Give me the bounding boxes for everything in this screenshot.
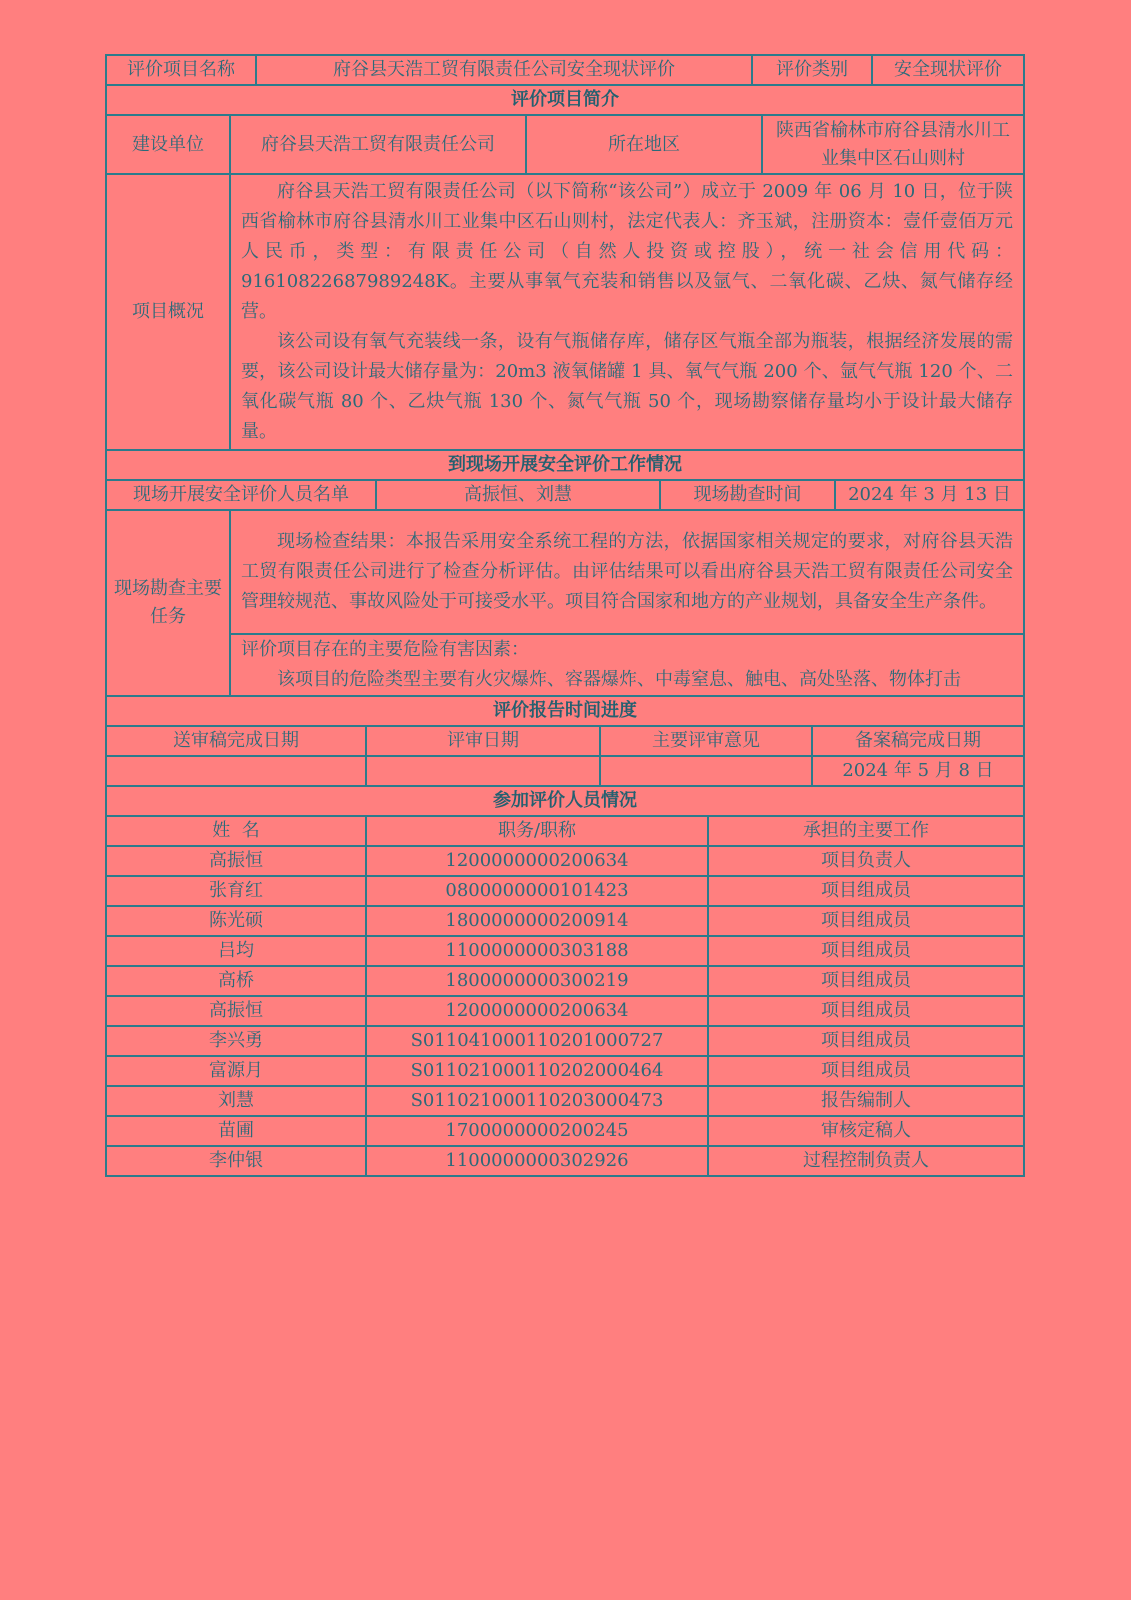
hazard-body: 该项目的危险类型主要有火灾爆炸、容器爆炸、中毒窒息、触电、高处坠落、物体打击 <box>277 669 961 690</box>
time: 2024 年 3 月 13 日 <box>835 480 1024 510</box>
personnel-name: 高振恒 <box>106 996 366 1026</box>
personnel-role: 审核定稿人 <box>708 1116 1024 1146</box>
onsite-result <box>230 510 1024 634</box>
personnel-cert-no: S011041000110201000727 <box>366 1026 708 1056</box>
personnel-name: 高桥 <box>106 966 366 996</box>
personnel-cert-no: 0800000000101423 <box>366 876 708 906</box>
filing-date: 2024 年 5 月 8 日 <box>812 756 1024 786</box>
personnel-cert-no: 1800000000200914 <box>366 906 708 936</box>
personnel-name: 刘慧 <box>106 1086 366 1116</box>
personnel-role: 项目组成员 <box>708 906 1024 936</box>
personnel-cert-no: 1700000000200245 <box>366 1116 708 1146</box>
personnel-name: 张育红 <box>106 876 366 906</box>
personnel-role: 项目组成员 <box>708 966 1024 996</box>
personnel-row <box>106 876 1024 906</box>
personnel-cert-no: S011021000110202000464 <box>366 1056 708 1086</box>
personnel-cert-no: 1200000000200634 <box>366 846 708 876</box>
schedule-header: 主要评审意见 <box>600 726 812 756</box>
personnel-name: 吕均 <box>106 936 366 966</box>
staff: 高振恒、刘慧 <box>376 480 660 510</box>
personnel-table <box>105 787 1025 1177</box>
personnel-name: 陈光硕 <box>106 906 366 936</box>
personnel-row <box>106 1116 1024 1146</box>
personnel-row <box>106 996 1024 1026</box>
builder-label: 建设单位 <box>106 115 230 174</box>
schedule-value-row <box>106 756 1024 786</box>
personnel-row <box>106 1086 1024 1116</box>
personnel-header-row <box>106 816 1024 846</box>
task-label: 现场勘查主要任务 <box>106 510 230 696</box>
personnel-header-work: 承担的主要工作 <box>708 816 1024 846</box>
personnel-rows <box>106 846 1024 1176</box>
overview-text <box>230 174 1024 450</box>
personnel-row <box>106 1026 1024 1056</box>
personnel-cert-no: 1200000000200634 <box>366 996 708 1026</box>
location-label: 所在地区 <box>526 115 762 174</box>
location: 陕西省榆林市府谷县清水川工业集中区石山则村 <box>762 115 1024 174</box>
submit-date <box>106 756 366 786</box>
overview-paragraph-1: 府谷县天浩工贸有限责任公司（以下简称“该公司”）成立于 2009 年 06 月 10 日，位于陕西省榆林市府谷县清水川工业集中区石山则村，法定代表人：齐玉斌，注册资本：壹仟壹佰万元人民币，类型：有限责任公司（自然人投资或控股），统一社会信用代码：91610822687989248K。主要从事氧气充装和销售以及氩气、二氧化碳、乙炔、氮气储存经营。 <box>241 181 1013 322</box>
review-date <box>366 756 600 786</box>
project-name: 府谷县天浩工贸有限责任公司安全现状评价 <box>256 55 752 85</box>
review-opinion <box>600 756 812 786</box>
personnel-row <box>106 1056 1024 1086</box>
personnel-name: 富源月 <box>106 1056 366 1086</box>
personnel-role: 项目组成员 <box>708 936 1024 966</box>
personnel-role: 项目组成员 <box>708 996 1024 1026</box>
schedule-header: 送审稿完成日期 <box>106 726 366 756</box>
personnel-section-title: 参加评价人员情况 <box>106 787 1024 816</box>
personnel-header-name: 姓 名 <box>106 816 366 846</box>
hazard-cell <box>230 634 1024 696</box>
builder: 府谷县天浩工贸有限责任公司 <box>230 115 526 174</box>
personnel-role: 项目组成员 <box>708 1056 1024 1086</box>
personnel-role: 项目组成员 <box>708 876 1024 906</box>
onsite-section-title: 到现场开展安全评价工作情况 <box>106 451 1024 480</box>
schedule-table <box>105 697 1025 787</box>
personnel-role: 报告编制人 <box>708 1086 1024 1116</box>
personnel-role: 项目负责人 <box>708 846 1024 876</box>
personnel-name: 李兴勇 <box>106 1026 366 1056</box>
category: 安全现状评价 <box>872 55 1024 85</box>
personnel-cert-no: S011021000110203000473 <box>366 1086 708 1116</box>
time-label: 现场勘查时间 <box>660 480 835 510</box>
onsite-table <box>105 451 1025 697</box>
intro-table <box>105 86 1025 451</box>
personnel-row <box>106 846 1024 876</box>
personnel-header-title: 职务/职称 <box>366 816 708 846</box>
personnel-cert-no: 1100000000303188 <box>366 936 708 966</box>
category-label: 评价类别 <box>752 55 872 85</box>
hazard-title: 评价项目存在的主要危险有害因素： <box>241 639 529 660</box>
personnel-name: 苗圃 <box>106 1116 366 1146</box>
personnel-role: 过程控制负责人 <box>708 1146 1024 1176</box>
personnel-row <box>106 936 1024 966</box>
project-name-label: 评价项目名称 <box>106 55 256 85</box>
overview-label: 项目概况 <box>106 174 230 450</box>
personnel-role: 项目组成员 <box>708 1026 1024 1056</box>
schedule-header-row <box>106 726 1024 756</box>
header-table <box>105 54 1025 86</box>
personnel-cert-no: 1800000000300219 <box>366 966 708 996</box>
personnel-name: 李仲银 <box>106 1146 366 1176</box>
onsite-result-text: 现场检查结果：本报告采用安全系统工程的方法，依据国家相关规定的要求，对府谷县天浩工贸有限责任公司进行了检查分析评估。由评估结果可以看出府谷县天浩工贸有限责任公司安全管理较规范、事故风险处于可接受水平。项目符合国家和地方的产业规划，具备安全生产条件。 <box>241 531 1013 612</box>
personnel-row <box>106 966 1024 996</box>
schedule-header: 评审日期 <box>366 726 600 756</box>
personnel-name: 高振恒 <box>106 846 366 876</box>
evaluation-form <box>105 54 1025 1177</box>
intro-section-title: 评价项目简介 <box>106 86 1024 115</box>
personnel-cert-no: 1100000000302926 <box>366 1146 708 1176</box>
schedule-header: 备案稿完成日期 <box>812 726 1024 756</box>
overview-paragraph-2: 该公司设有氧气充装线一条，设有气瓶储存库，储存区气瓶全部为瓶装，根据经济发展的需要，该公司设计最大储存量为：20m3 液氧储罐 1 具、氧气气瓶 200 个、氩气气瓶 120 个、二氧化碳气瓶 80 个、乙炔气瓶 130 个、氮气气瓶 50 个，现场勘察储存量均小于设计最大储存量。 <box>241 331 1013 442</box>
personnel-row <box>106 906 1024 936</box>
personnel-row <box>106 1146 1024 1176</box>
staff-label: 现场开展安全评价人员名单 <box>106 480 376 510</box>
schedule-section-title: 评价报告时间进度 <box>106 697 1024 726</box>
